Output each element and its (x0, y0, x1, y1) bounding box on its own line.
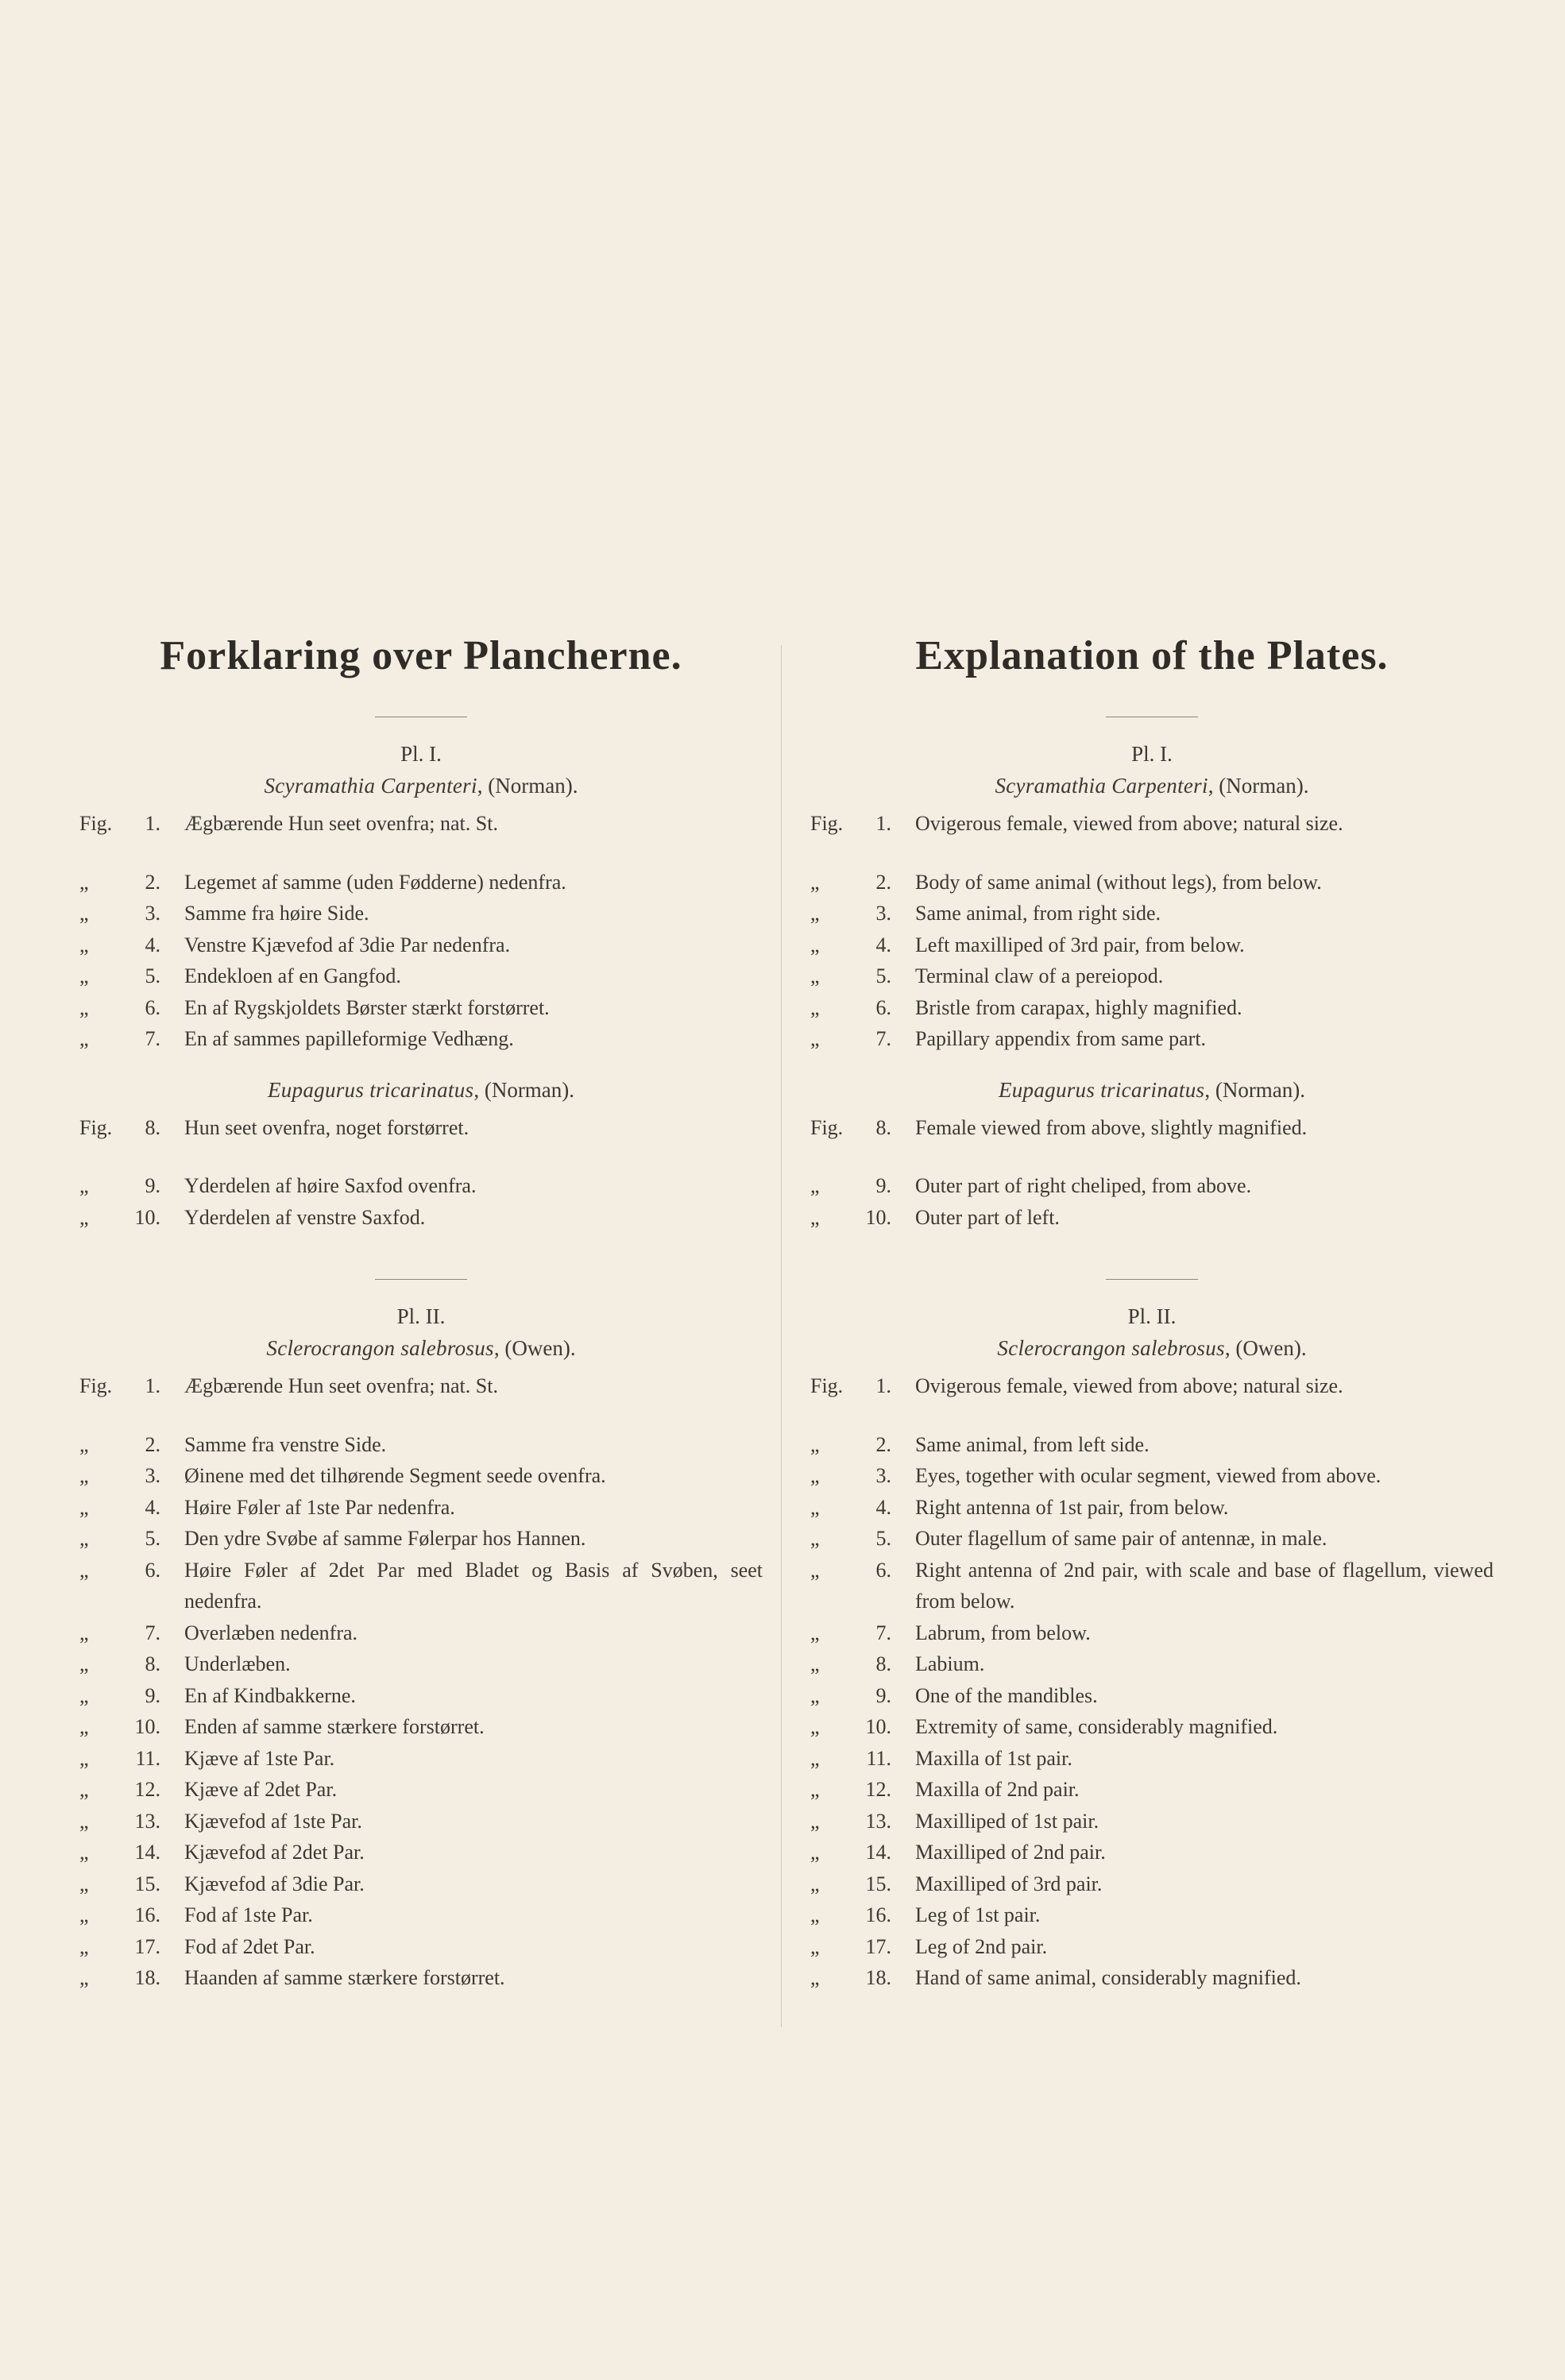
plate-label: Pl. II. (396, 1304, 446, 1328)
figure-number: 12. (134, 1778, 160, 1801)
species-author: , (Norman). (1208, 774, 1309, 798)
figure-entry (810, 867, 1494, 898)
figure-entry (79, 867, 763, 898)
figure-caption: Endekloen af en Gangfod. (184, 964, 401, 987)
figure-entry (810, 1774, 1494, 1806)
figure-number: 18. (134, 1966, 160, 1989)
figure-number: 5. (145, 964, 160, 987)
figure-entry (79, 808, 763, 840)
figure-caption: Ægbærende Hun seet ovenfra; nat. St. (184, 812, 498, 835)
figure-prefix: „ (79, 1683, 89, 1707)
figure-entry (79, 1460, 763, 1492)
figure-number: 1. (875, 812, 891, 835)
figure-entry (810, 1868, 1494, 1900)
figure-caption: Hand of same animal, considerably magnified. (915, 1966, 1301, 1989)
figure-prefix: „ (79, 1778, 89, 1801)
species-author: , (Owen). (493, 1336, 576, 1360)
figure-caption: Legemet af samme (uden Fødderne) nedenfra. (184, 870, 566, 894)
figure-number: 17. (865, 1934, 891, 1958)
figure-prefix: „ (810, 1809, 820, 1833)
plate-label: Pl. I. (1131, 742, 1173, 766)
figure-prefix: „ (79, 1205, 89, 1229)
figure-caption: Yderdelen af venstre Saxfod. (184, 1205, 426, 1229)
figure-number: 14. (134, 1841, 160, 1864)
figure-caption: Outer flagellum of same pair of antennæ, in male. (915, 1527, 1327, 1550)
figure-entry (810, 1202, 1494, 1234)
figure-entry (79, 1112, 763, 1144)
figure-number: 11. (135, 1746, 160, 1770)
figure-number: 9. (145, 1174, 160, 1197)
species-name: Scyramathia Carpenteri (264, 774, 477, 798)
figure-prefix: „ (79, 1934, 89, 1958)
figure-entry (79, 1429, 763, 1461)
figure-number: 17. (134, 1934, 160, 1958)
figure-prefix: „ (810, 1464, 820, 1487)
figure-caption: Ægbærende Hun seet ovenfra; nat. St. (184, 1374, 498, 1397)
figure-caption: En af Kindbakkerne. (184, 1683, 356, 1707)
figure-number: 6. (875, 995, 891, 1019)
figure-entry (810, 1711, 1494, 1743)
figure-prefix: „ (79, 1652, 89, 1675)
figure-prefix: „ (810, 1934, 820, 1958)
figure-entry (810, 1112, 1494, 1144)
figure-number: 7. (145, 1621, 160, 1644)
figure-caption: Labrum, from below. (915, 1621, 1091, 1644)
figure-prefix: „ (79, 1809, 89, 1833)
figure-entry (79, 1868, 763, 1900)
figure-prefix: „ (810, 1966, 820, 1989)
figure-number: 1. (145, 1374, 160, 1397)
figure-entry (810, 1962, 1494, 1994)
figure-number: 4. (145, 1495, 160, 1519)
species-heading (810, 1332, 1494, 1364)
figure-caption: En af sammes papilleformige Vedhæng. (184, 1027, 514, 1050)
figure-number: 16. (134, 1903, 160, 1926)
figure-caption: Maxilliped of 1st pair. (915, 1809, 1099, 1833)
figure-prefix: „ (810, 1746, 820, 1770)
figure-caption: Kjævefod af 2det Par. (184, 1841, 365, 1864)
figure-prefix: „ (79, 1841, 89, 1864)
species-name: Sclerocrangon salebrosus (997, 1336, 1225, 1360)
figure-caption: Kjævefod af 3die Par. (184, 1872, 365, 1895)
plate-label: Pl. I. (400, 742, 442, 766)
figure-number: 1. (145, 812, 160, 835)
figure-entry (810, 1806, 1494, 1837)
figure-number: 15. (865, 1872, 891, 1895)
figure-caption: Overlæben nedenfra. (184, 1621, 358, 1644)
figure-entry (79, 1492, 763, 1524)
figure-caption: Outer part of right cheliped, from above. (915, 1174, 1252, 1197)
figure-prefix: „ (810, 1778, 820, 1801)
figure-caption: Outer part of left. (915, 1205, 1060, 1229)
figure-number: 13. (134, 1809, 160, 1833)
figure-caption: One of the mandibles. (915, 1683, 1098, 1707)
species-author: , (Norman). (473, 1077, 575, 1102)
figure-number: 2. (875, 870, 891, 894)
figure-prefix: Fig. (810, 1374, 844, 1397)
figure-entry (79, 1370, 763, 1402)
column-title: Explanation of the Plates. (915, 633, 1389, 678)
figure-number: 1. (875, 1374, 891, 1397)
figure-prefix: „ (79, 1527, 89, 1550)
figure-prefix: „ (810, 1683, 820, 1707)
column-title: Forklaring over Plancherne. (160, 633, 682, 678)
species-heading (79, 1332, 763, 1364)
figure-entry (79, 1806, 763, 1837)
figure-entry (79, 1899, 763, 1931)
figure-number: 5. (145, 1527, 160, 1550)
figure-prefix: „ (79, 1027, 89, 1050)
figure-prefix: „ (810, 1903, 820, 1926)
figure-entry (810, 1370, 1494, 1402)
figure-number: 7. (875, 1027, 891, 1050)
figure-entry (79, 1555, 763, 1617)
figure-prefix: „ (810, 964, 820, 987)
figure-number: 9. (875, 1683, 891, 1707)
figure-prefix: „ (810, 1432, 820, 1456)
species-name: Scyramathia Carpenteri (995, 774, 1208, 798)
species-author: , (Norman). (477, 774, 578, 798)
figure-prefix: „ (79, 1903, 89, 1926)
figure-number: 6. (875, 1558, 891, 1582)
figure-prefix: „ (810, 1715, 820, 1738)
figure-caption: Den ydre Svøbe af samme Følerpar hos Hannen. (184, 1527, 586, 1550)
figure-entry (79, 1743, 763, 1775)
figure-number: 8. (145, 1652, 160, 1675)
figure-number: 9. (145, 1683, 160, 1707)
figure-prefix: „ (79, 1966, 89, 1989)
figure-prefix: „ (810, 933, 820, 956)
figure-caption: Fod af 1ste Par. (184, 1903, 313, 1926)
figure-number: 11. (866, 1746, 891, 1770)
plates-list (79, 717, 763, 1994)
species-heading (79, 770, 763, 802)
figure-caption: Haanden af samme stærkere forstørret. (184, 1966, 505, 1989)
figure-entry (810, 1743, 1494, 1775)
figure-prefix: „ (810, 1652, 820, 1675)
figure-entry (810, 898, 1494, 929)
figure-prefix: „ (810, 995, 820, 1019)
figure-number: 3. (145, 902, 160, 925)
figure-entry (79, 898, 763, 929)
figure-number: 8. (145, 1115, 160, 1139)
figure-prefix: „ (79, 964, 89, 987)
species-author: , (Owen). (1224, 1336, 1307, 1360)
figure-caption: Hun seet ovenfra, noget forstørret. (184, 1115, 470, 1139)
figure-caption: Maxilla of 2nd pair. (915, 1778, 1080, 1801)
figure-entry (810, 1555, 1494, 1617)
figure-caption: Ovigerous female, viewed from above; natural size. (915, 1374, 1343, 1397)
plate-label: Pl. II. (1127, 1304, 1177, 1328)
figure-prefix: „ (810, 1527, 820, 1550)
figure-caption: Body of same animal (without legs), from below. (915, 870, 1322, 894)
species-name: Eupagurus tricarinatus (998, 1077, 1205, 1102)
figure-prefix: „ (810, 1558, 820, 1582)
figure-prefix: Fig. (810, 812, 844, 835)
entry-spacer (810, 1143, 1494, 1170)
entry-spacer (79, 1402, 763, 1429)
entry-spacer (79, 840, 763, 867)
figure-caption: Maxilla of 1st pair. (915, 1746, 1072, 1770)
figure-number: 3. (875, 1464, 891, 1487)
figure-prefix: „ (810, 1872, 820, 1895)
entry-spacer (810, 840, 1494, 867)
figure-prefix: „ (79, 933, 89, 956)
figure-prefix: „ (810, 1841, 820, 1864)
species-heading (810, 770, 1494, 802)
section-rule (375, 1279, 467, 1280)
entry-spacer (79, 1143, 763, 1170)
figure-caption: Fod af 2det Par. (184, 1934, 315, 1958)
figure-entry (810, 1680, 1494, 1712)
figure-entry (79, 1711, 763, 1743)
figure-caption: Høire Føler af 1ste Par nedenfra. (184, 1495, 455, 1519)
figure-number: 7. (875, 1621, 891, 1644)
figure-number: 4. (145, 933, 160, 956)
figure-number: 2. (145, 870, 160, 894)
figure-number: 3. (145, 1464, 160, 1487)
figure-caption: Papillary appendix from same part. (915, 1027, 1207, 1050)
norwegian-column (79, 628, 763, 1994)
entry-spacer (810, 1402, 1494, 1429)
figure-caption: Same animal, from right side. (915, 902, 1161, 925)
figure-entry (810, 1460, 1494, 1492)
figure-number: 6. (145, 995, 160, 1019)
figure-caption: Same animal, from left side. (915, 1432, 1150, 1456)
figure-number: 2. (145, 1432, 160, 1456)
figure-number: 5. (875, 964, 891, 987)
figure-entry (810, 1617, 1494, 1649)
figure-prefix: „ (79, 1872, 89, 1895)
figure-caption: Female viewed from above, slightly magnified. (915, 1115, 1308, 1139)
figure-entry (79, 1680, 763, 1712)
figure-caption: Extremity of same, considerably magnified. (915, 1715, 1278, 1738)
figure-prefix: Fig. (810, 1115, 844, 1139)
species-heading (79, 1074, 763, 1106)
figure-caption: Samme fra høire Side. (184, 902, 369, 925)
figure-caption: Kjæve af 2det Par. (184, 1778, 338, 1801)
figure-prefix: „ (810, 870, 820, 894)
figure-caption: Enden af samme stærkere forstørret. (184, 1715, 485, 1738)
figure-caption: Terminal claw of a pereiopod. (915, 964, 1164, 987)
plates-list (810, 717, 1494, 1994)
figure-entry (79, 1774, 763, 1806)
figure-number: 6. (145, 1558, 160, 1582)
figure-entry (810, 992, 1494, 1024)
figure-entry (79, 992, 763, 1024)
figure-caption: Maxilliped of 3rd pair. (915, 1872, 1103, 1895)
figure-prefix: Fig. (79, 1374, 113, 1397)
english-column (810, 628, 1494, 1994)
figure-caption: Right antenna of 2nd pair, with scale and base of flagellum, viewed from below. (915, 1558, 1494, 1613)
figure-caption: Left maxilliped of 3rd pair, from below. (915, 933, 1245, 956)
figure-number: 5. (875, 1527, 891, 1550)
figure-entry (79, 1023, 763, 1055)
figure-caption: Øinene med det tilhørende Segment seede ovenfra. (184, 1464, 606, 1487)
figure-prefix: „ (79, 1746, 89, 1770)
figure-prefix: „ (810, 902, 820, 925)
figure-number: 2. (875, 1432, 891, 1456)
figure-caption: En af Rygskjoldets Børster stærkt forstørret. (184, 995, 550, 1019)
figure-entry (810, 808, 1494, 840)
species-name: Eupagurus tricarinatus (267, 1077, 474, 1102)
figure-caption: Bristle from carapax, highly magnified. (915, 995, 1242, 1019)
figure-number: 8. (875, 1652, 891, 1675)
figure-prefix: „ (810, 1174, 820, 1197)
figure-number: 18. (865, 1966, 891, 1989)
figure-number: 7. (145, 1027, 160, 1050)
figure-entry (79, 1202, 763, 1234)
figure-prefix: Fig. (79, 1115, 113, 1139)
figure-caption: Venstre Kjævefod af 3die Par nedenfra. (184, 933, 511, 956)
figure-number: 3. (875, 902, 891, 925)
figure-prefix: „ (810, 1621, 820, 1644)
figure-entry (79, 929, 763, 961)
figure-number: 10. (134, 1715, 160, 1738)
figure-number: 16. (865, 1903, 891, 1926)
figure-entry (810, 1648, 1494, 1680)
figure-prefix: „ (79, 1464, 89, 1487)
figure-caption: Labium. (915, 1652, 985, 1675)
figure-prefix: „ (79, 1432, 89, 1456)
figure-caption: Høire Føler af 2det Par med Bladet og Basis af Svøben, seet nedenfra. (184, 1558, 763, 1613)
figure-entry (810, 1523, 1494, 1555)
figure-prefix: „ (810, 1205, 820, 1229)
figure-entry (810, 960, 1494, 992)
figure-caption: Leg of 1st pair. (915, 1903, 1041, 1926)
species-heading (810, 1074, 1494, 1106)
figure-prefix: „ (79, 995, 89, 1019)
figure-caption: Eyes, together with ocular segment, viewed from above. (915, 1464, 1381, 1487)
figure-entry (810, 1170, 1494, 1202)
figure-caption: Right antenna of 1st pair, from below. (915, 1495, 1229, 1519)
figure-prefix: Fig. (79, 812, 113, 835)
figure-number: 9. (875, 1174, 891, 1197)
figure-number: 10. (134, 1205, 160, 1229)
figure-entry (79, 1170, 763, 1202)
figure-number: 12. (865, 1778, 891, 1801)
figure-number: 15. (134, 1872, 160, 1895)
figure-caption: Yderdelen af høire Saxfod ovenfra. (184, 1174, 477, 1197)
figure-entry (810, 929, 1494, 961)
figure-prefix: „ (810, 1027, 820, 1050)
column-divider (781, 645, 782, 2027)
figure-prefix: „ (79, 870, 89, 894)
figure-number: 8. (875, 1115, 891, 1139)
figure-caption: Leg of 2nd pair. (915, 1934, 1048, 1958)
figure-number: 14. (865, 1841, 891, 1864)
figure-caption: Kjævefod af 1ste Par. (184, 1809, 362, 1833)
figure-number: 13. (865, 1809, 891, 1833)
figure-caption: Ovigerous female, viewed from above; natural size. (915, 812, 1343, 835)
figure-entry (79, 1617, 763, 1649)
species-name: Sclerocrangon salebrosus (266, 1336, 494, 1360)
figure-number: 10. (865, 1205, 891, 1229)
figure-prefix: „ (79, 902, 89, 925)
figure-number: 4. (875, 1495, 891, 1519)
figure-entry (810, 1837, 1494, 1868)
figure-caption: Kjæve af 1ste Par. (184, 1746, 335, 1770)
figure-entry (810, 1899, 1494, 1931)
figure-prefix: „ (79, 1558, 89, 1582)
figure-entry (810, 1023, 1494, 1055)
figure-number: 10. (865, 1715, 891, 1738)
species-author: , (Norman). (1204, 1077, 1306, 1102)
figure-entry (79, 1837, 763, 1868)
figure-entry (79, 960, 763, 992)
section-rule (1106, 1279, 1198, 1280)
figure-caption: Underlæben. (184, 1652, 291, 1675)
figure-prefix: „ (79, 1715, 89, 1738)
figure-entry (79, 1931, 763, 1963)
figure-prefix: „ (810, 1495, 820, 1519)
figure-entry (79, 1962, 763, 1994)
figure-prefix: „ (79, 1495, 89, 1519)
figure-prefix: „ (79, 1621, 89, 1644)
figure-number: 4. (875, 933, 891, 956)
figure-prefix: „ (79, 1174, 89, 1197)
figure-caption: Maxilliped of 2nd pair. (915, 1841, 1106, 1864)
figure-entry (810, 1492, 1494, 1524)
figure-entry (79, 1523, 763, 1555)
figure-entry (79, 1648, 763, 1680)
figure-entry (810, 1931, 1494, 1963)
figure-caption: Samme fra venstre Side. (184, 1432, 387, 1456)
figure-entry (810, 1429, 1494, 1461)
